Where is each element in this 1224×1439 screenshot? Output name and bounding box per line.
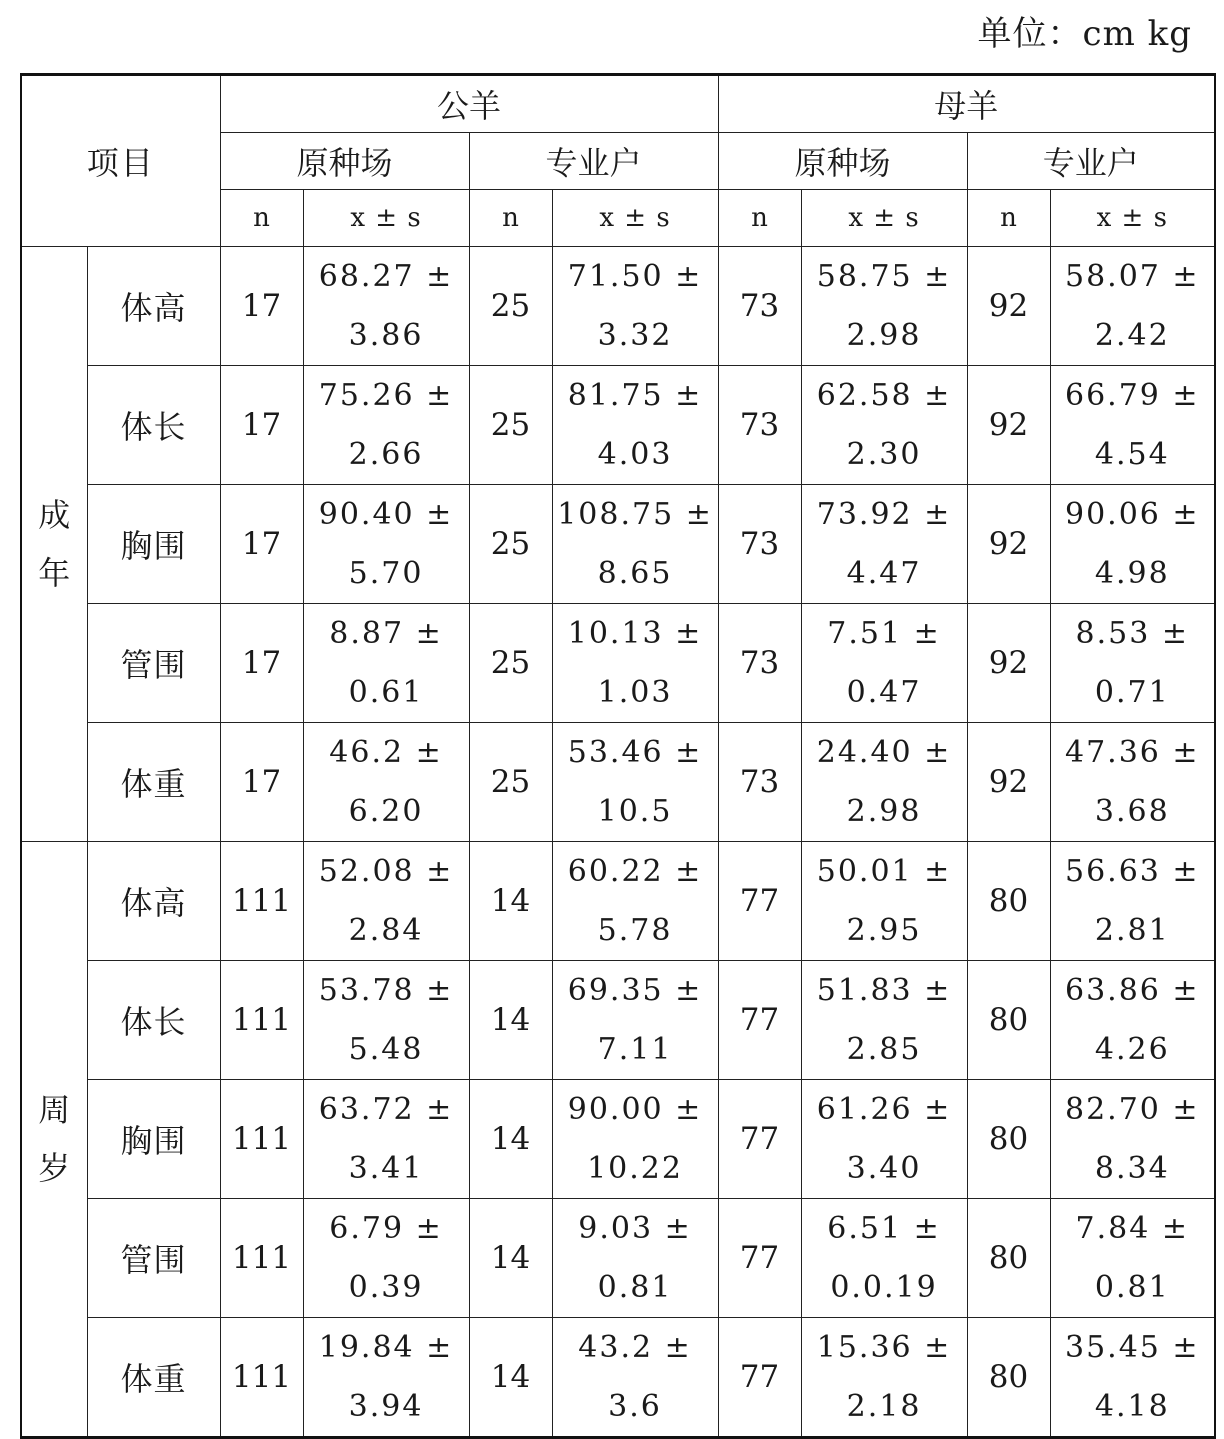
n-header: n (967, 190, 1050, 247)
male-household-mean-sd-cell (552, 485, 718, 604)
female-header: 母羊 (718, 75, 1215, 133)
metric-label: 管围 (87, 1199, 220, 1318)
table-row (21, 723, 1215, 842)
female-farm-mean-sd-cell (801, 604, 967, 723)
male-farm-n-cell: 17 (220, 247, 303, 366)
mean-value: 7.84 ± (1075, 1211, 1190, 1246)
female-farm-n-cell: 73 (718, 604, 801, 723)
table-row (21, 366, 1215, 485)
mean-value: 51.83 ± (816, 973, 952, 1008)
mean-value: 53.46 ± (567, 735, 703, 770)
mean-value: 15.36 ± (816, 1330, 952, 1365)
mean-value: 66.79 ± (1065, 378, 1200, 413)
unit-label: 单位：cm kg (977, 14, 1192, 54)
sd-value: 10.5 (597, 794, 673, 829)
sd-value: 5.78 (597, 913, 673, 948)
mean-value: 52.08 ± (318, 854, 454, 889)
n-header: n (469, 190, 552, 247)
mean-sd-header: x ± s (552, 190, 718, 247)
male-farm-n-cell: 17 (220, 723, 303, 842)
female-farm-n-cell: 77 (718, 842, 801, 961)
mean-value: 90.00 ± (567, 1092, 703, 1127)
female-household-n-cell: 92 (967, 604, 1050, 723)
age-group-char: 岁 (38, 1149, 71, 1187)
mean-value: 46.2 ± (329, 735, 443, 770)
sd-value: 2.95 (846, 913, 922, 948)
mean-value: 69.35 ± (567, 973, 703, 1008)
sd-value: 4.98 (1094, 556, 1170, 591)
mean-value: 61.26 ± (816, 1092, 952, 1127)
mean-value: 63.72 ± (318, 1092, 454, 1127)
sd-value: 5.48 (348, 1032, 424, 1067)
mean-value: 8.87 ± (329, 616, 443, 651)
mean-value: 50.01 ± (816, 854, 952, 889)
mean-value: 56.63 ± (1065, 854, 1200, 889)
metric-label: 体重 (87, 1318, 220, 1438)
male-farm-n-cell: 111 (220, 1199, 303, 1318)
male-farm-mean-sd-cell (303, 1318, 469, 1438)
table-body (21, 247, 1215, 1438)
header-row-sex (21, 75, 1215, 133)
sd-value: 3.94 (348, 1389, 424, 1424)
sd-value: 4.18 (1094, 1389, 1170, 1424)
table-row (21, 1199, 1215, 1318)
sd-value: 4.54 (1094, 437, 1170, 472)
table-row (21, 485, 1215, 604)
metric-label: 管围 (87, 604, 220, 723)
male-farm-mean-sd-cell (303, 366, 469, 485)
sd-value: 0.0.19 (830, 1270, 938, 1305)
sd-value: 2.98 (846, 794, 922, 829)
mean-value: 7.51 ± (827, 616, 941, 651)
n-header: n (220, 190, 303, 247)
sd-value: 4.47 (846, 556, 922, 591)
table-row (21, 842, 1215, 961)
female-household-mean-sd-cell (1050, 961, 1215, 1080)
mean-value: 62.58 ± (816, 378, 952, 413)
metric-label: 体长 (87, 366, 220, 485)
male-household-n-cell: 14 (469, 1199, 552, 1318)
mean-sd-header: x ± s (1050, 190, 1215, 247)
female-household-mean-sd-cell (1050, 604, 1215, 723)
male-household-n-cell: 25 (469, 366, 552, 485)
age-group-char: 成 (38, 496, 71, 534)
mean-value: 47.36 ± (1065, 735, 1200, 770)
male-household-mean-sd-cell (552, 1080, 718, 1199)
sd-value: 3.68 (1094, 794, 1170, 829)
male-household-n-cell: 25 (469, 247, 552, 366)
female-household-n-cell: 92 (967, 366, 1050, 485)
sd-value: 3.6 (608, 1389, 662, 1424)
sd-value: 0.71 (1094, 675, 1170, 710)
male-farm-mean-sd-cell (303, 247, 469, 366)
female-farm-n-cell: 73 (718, 485, 801, 604)
sd-value: 5.70 (348, 556, 424, 591)
mean-value: 19.84 ± (318, 1330, 454, 1365)
male-farm-n-cell: 111 (220, 1318, 303, 1438)
female-farm-mean-sd-cell (801, 366, 967, 485)
mean-value: 58.75 ± (816, 259, 952, 294)
sd-value: 0.81 (1094, 1270, 1170, 1305)
female-farm-n-cell: 77 (718, 1318, 801, 1438)
mean-value: 90.40 ± (318, 497, 454, 532)
female-farm-mean-sd-cell (801, 1080, 967, 1199)
mean-value: 71.50 ± (567, 259, 703, 294)
male-farm-n-cell: 17 (220, 604, 303, 723)
sd-value: 6.20 (348, 794, 424, 829)
sd-value: 7.11 (597, 1032, 673, 1067)
female-household-mean-sd-cell (1050, 723, 1215, 842)
sd-value: 2.66 (348, 437, 424, 472)
female-household-header: 专业户 (967, 133, 1215, 190)
table-row (21, 1318, 1215, 1438)
sd-value: 0.61 (348, 675, 424, 710)
female-farm-n-cell: 73 (718, 247, 801, 366)
male-household-n-cell: 14 (469, 961, 552, 1080)
female-household-n-cell: 92 (967, 485, 1050, 604)
sd-value: 4.26 (1094, 1032, 1170, 1067)
mean-value: 75.26 ± (318, 378, 454, 413)
male-household-n-cell: 25 (469, 723, 552, 842)
mean-value: 82.70 ± (1065, 1092, 1200, 1127)
mean-sd-header: x ± s (303, 190, 469, 247)
sd-value: 2.42 (1094, 318, 1170, 353)
male-household-n-cell: 14 (469, 842, 552, 961)
female-household-mean-sd-cell (1050, 1318, 1215, 1438)
sd-value: 2.98 (846, 318, 922, 353)
female-farm-header: 原种场 (718, 133, 967, 190)
male-farm-n-cell: 111 (220, 842, 303, 961)
female-farm-mean-sd-cell (801, 723, 967, 842)
sd-value: 2.18 (846, 1389, 922, 1424)
male-household-n-cell: 14 (469, 1080, 552, 1199)
mean-value: 90.06 ± (1065, 497, 1200, 532)
male-farm-mean-sd-cell (303, 604, 469, 723)
sd-value: 3.86 (348, 318, 424, 353)
mean-value: 8.53 ± (1075, 616, 1190, 651)
female-household-mean-sd-cell (1050, 1080, 1215, 1199)
mean-value: 58.07 ± (1065, 259, 1200, 294)
male-household-header: 专业户 (469, 133, 718, 190)
male-household-mean-sd-cell (552, 1199, 718, 1318)
male-farm-mean-sd-cell (303, 842, 469, 961)
female-farm-n-cell: 77 (718, 961, 801, 1080)
female-household-n-cell: 80 (967, 842, 1050, 961)
female-household-mean-sd-cell (1050, 366, 1215, 485)
table-row (21, 604, 1215, 723)
male-farm-mean-sd-cell (303, 1199, 469, 1318)
table-row (21, 247, 1215, 366)
female-household-mean-sd-cell (1050, 485, 1215, 604)
sd-value: 0.81 (597, 1270, 673, 1305)
male-household-mean-sd-cell (552, 1318, 718, 1438)
male-farm-n-cell: 17 (220, 366, 303, 485)
female-farm-n-cell: 73 (718, 723, 801, 842)
female-household-n-cell: 80 (967, 961, 1050, 1080)
male-household-mean-sd-cell (552, 961, 718, 1080)
age-group-label (21, 842, 87, 1438)
female-household-mean-sd-cell (1050, 1199, 1215, 1318)
male-farm-n-cell: 17 (220, 485, 303, 604)
mean-value: 108.75 ± (557, 497, 713, 532)
sd-value: 3.41 (348, 1151, 424, 1186)
sd-value: 10.22 (587, 1151, 683, 1186)
sd-value: 2.85 (846, 1032, 922, 1067)
male-farm-mean-sd-cell (303, 1080, 469, 1199)
sd-value: 8.65 (597, 556, 673, 591)
female-farm-n-cell: 77 (718, 1080, 801, 1199)
metric-label: 体重 (87, 723, 220, 842)
sd-value: 4.03 (597, 437, 673, 472)
metric-label: 胸围 (87, 485, 220, 604)
female-farm-mean-sd-cell (801, 961, 967, 1080)
mean-value: 6.79 ± (329, 1211, 443, 1246)
female-farm-mean-sd-cell (801, 485, 967, 604)
male-household-n-cell: 25 (469, 485, 552, 604)
measurement-table (20, 73, 1216, 1439)
sd-value: 0.47 (846, 675, 922, 710)
female-farm-mean-sd-cell (801, 1318, 967, 1438)
sd-value: 1.03 (597, 675, 673, 710)
sd-value: 8.34 (1094, 1151, 1170, 1186)
female-farm-mean-sd-cell (801, 1199, 967, 1318)
sd-value: 2.84 (348, 913, 424, 948)
female-farm-mean-sd-cell (801, 247, 967, 366)
male-farm-mean-sd-cell (303, 723, 469, 842)
sd-value: 3.40 (846, 1151, 922, 1186)
sd-value: 2.30 (846, 437, 922, 472)
mean-value: 6.51 ± (827, 1211, 941, 1246)
mean-value: 60.22 ± (567, 854, 703, 889)
female-household-mean-sd-cell (1050, 247, 1215, 366)
male-household-n-cell: 25 (469, 604, 552, 723)
mean-value: 43.2 ± (578, 1330, 692, 1365)
male-farm-header: 原种场 (220, 133, 469, 190)
female-household-n-cell: 80 (967, 1318, 1050, 1438)
male-household-mean-sd-cell (552, 842, 718, 961)
female-household-n-cell: 92 (967, 723, 1050, 842)
metric-label: 体长 (87, 961, 220, 1080)
n-header: n (718, 190, 801, 247)
sd-value: 2.81 (1094, 913, 1170, 948)
female-household-n-cell: 92 (967, 247, 1050, 366)
sd-value: 0.39 (348, 1270, 424, 1305)
male-farm-n-cell: 111 (220, 961, 303, 1080)
metric-label: 体高 (87, 247, 220, 366)
mean-value: 9.03 ± (578, 1211, 692, 1246)
sd-value: 3.32 (597, 318, 673, 353)
female-farm-n-cell: 73 (718, 366, 801, 485)
male-household-mean-sd-cell (552, 247, 718, 366)
male-farm-mean-sd-cell (303, 961, 469, 1080)
metric-label: 体高 (87, 842, 220, 961)
female-household-n-cell: 80 (967, 1199, 1050, 1318)
male-household-mean-sd-cell (552, 723, 718, 842)
mean-value: 10.13 ± (567, 616, 703, 651)
table-row (21, 1080, 1215, 1199)
table-row (21, 961, 1215, 1080)
male-household-mean-sd-cell (552, 604, 718, 723)
female-farm-n-cell: 77 (718, 1199, 801, 1318)
mean-value: 73.92 ± (816, 497, 952, 532)
female-household-n-cell: 80 (967, 1080, 1050, 1199)
male-household-n-cell: 14 (469, 1318, 552, 1438)
age-group-label (21, 247, 87, 842)
age-group-char: 周 (38, 1091, 71, 1129)
mean-value: 53.78 ± (318, 973, 454, 1008)
mean-value: 68.27 ± (318, 259, 454, 294)
age-group-char: 年 (38, 554, 71, 592)
female-farm-mean-sd-cell (801, 842, 967, 961)
male-household-mean-sd-cell (552, 366, 718, 485)
mean-sd-header: x ± s (801, 190, 967, 247)
mean-value: 35.45 ± (1065, 1330, 1200, 1365)
mean-value: 63.86 ± (1065, 973, 1200, 1008)
male-farm-mean-sd-cell (303, 485, 469, 604)
item-header: 项目 (21, 75, 220, 247)
male-farm-n-cell: 111 (220, 1080, 303, 1199)
mean-value: 24.40 ± (816, 735, 952, 770)
mean-value: 81.75 ± (567, 378, 703, 413)
male-header: 公羊 (220, 75, 718, 133)
female-household-mean-sd-cell (1050, 842, 1215, 961)
metric-label: 胸围 (87, 1080, 220, 1199)
